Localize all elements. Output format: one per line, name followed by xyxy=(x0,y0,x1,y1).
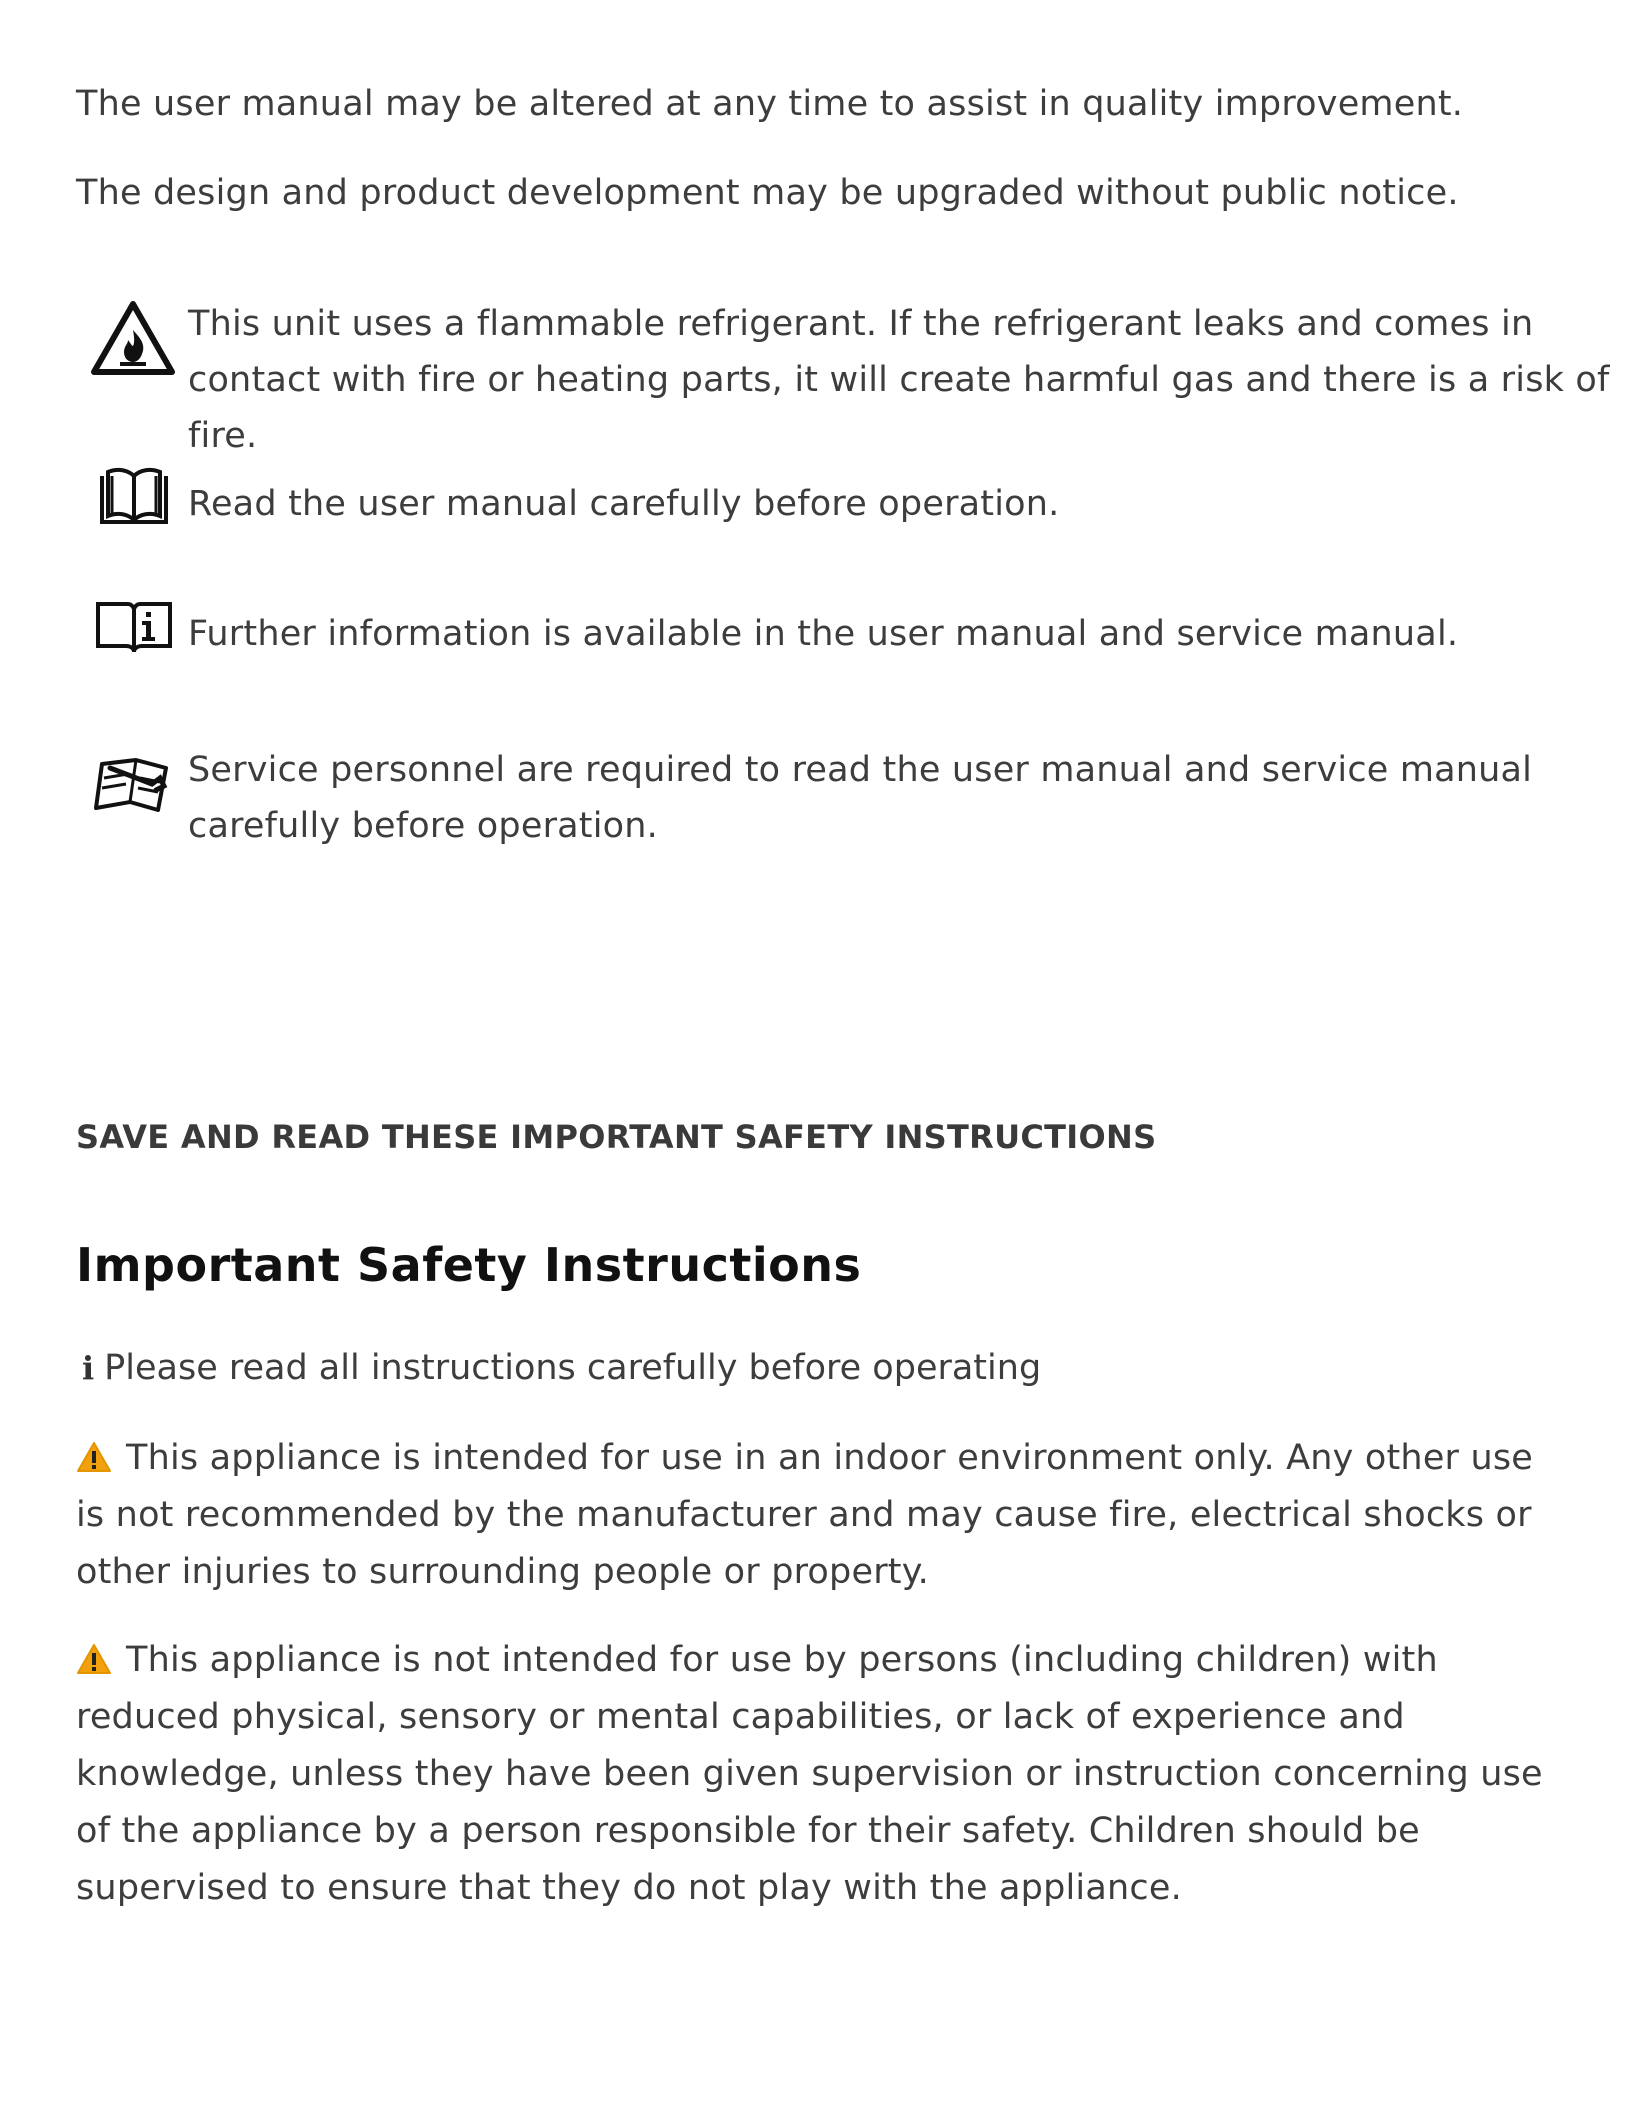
warning-text: This appliance is intended for use in an indoor environment only. Any other use is not recommended by the manufacturer and may cause fire, electrical shocks or other injuries to surrounding people or property. xyxy=(76,1438,1534,1592)
symbol-row-manual-info xyxy=(90,596,1570,666)
warning-text: This appliance is not intended for use by persons (including children) with reduced physical, sensory or mental capabilities, or lack of experience and knowledge, unless they have been given supervision or instruction concerning use of the appliance by a person responsible for their safety. Children should be supervised to ensure that they do not play with the appliance. xyxy=(76,1640,1543,1908)
symbol-row-read-manual xyxy=(90,466,1570,536)
symbol-row-service-manual xyxy=(90,742,1570,862)
info-note-text: Please read all instructions carefully before operating xyxy=(104,1348,1042,1388)
symbol-text-read-manual: Read the user manual carefully before operation. xyxy=(188,484,1060,524)
warning-icon xyxy=(76,1636,112,1668)
symbol-text-flammable: This unit uses a flammable refrigerant. If the refrigerant leaks and comes in contact with fire or heating parts, it will create harmful gas and there is a risk of fire. xyxy=(188,304,1610,456)
info-note xyxy=(82,1346,1041,1390)
warning-indoor-use xyxy=(76,1430,1556,1601)
symbol-text-service-manual: Service personnel are required to read the user manual and service manual carefully before operation. xyxy=(188,750,1533,846)
intro-line-design: The design and product development may be upgraded without public notice. xyxy=(76,173,1459,213)
read-manual-icon xyxy=(98,466,184,552)
service-manual-icon xyxy=(90,750,176,836)
intro-line-quality: The user manual may be altered at any time to assist in quality improvement. xyxy=(76,84,1464,124)
symbol-row-flammable xyxy=(90,296,1610,456)
page-title: Important Safety Instructions xyxy=(76,1238,862,1292)
flammable-warning-icon xyxy=(90,300,176,386)
symbol-text-manual-info: Further information is available in the user manual and service manual. xyxy=(188,614,1459,654)
info-icon: i xyxy=(82,1349,95,1387)
warning-reduced-capabilities xyxy=(76,1632,1556,1917)
manual-info-icon xyxy=(94,596,180,682)
save-instructions-heading: SAVE AND READ THESE IMPORTANT SAFETY INSTRUCTIONS xyxy=(76,1118,1157,1156)
warning-icon xyxy=(76,1434,112,1466)
